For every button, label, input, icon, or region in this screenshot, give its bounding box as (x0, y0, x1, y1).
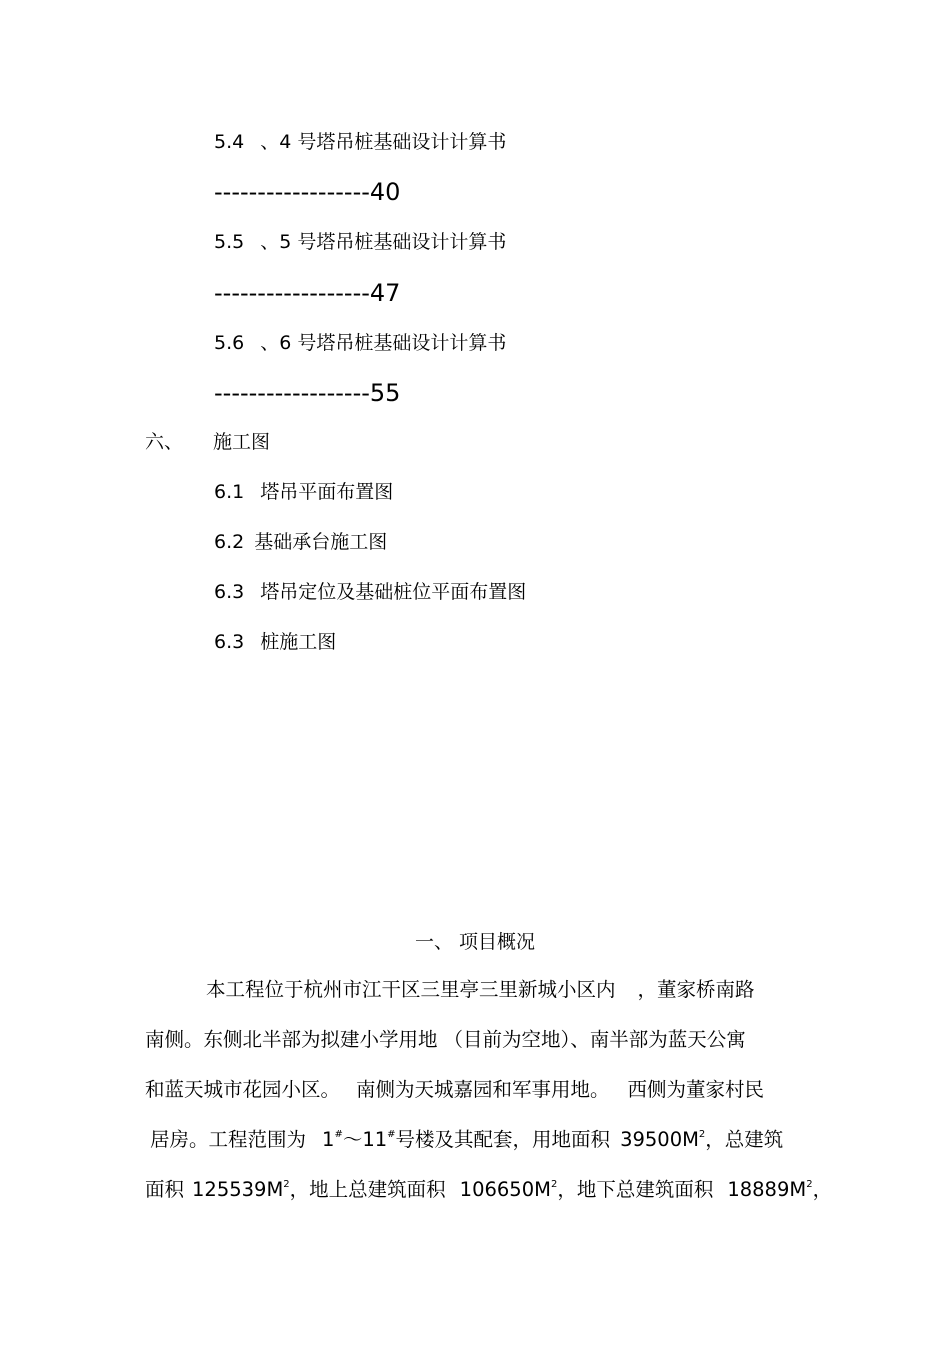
toc-page-number: 40 (369, 178, 401, 206)
toc-dashes: ------------------ (214, 379, 370, 407)
toc-dashes: ------------------ (214, 178, 370, 206)
paragraph-line-2 (145, 1028, 746, 1052)
text-run: 面积 (145, 1178, 185, 1201)
text-run: 西侧为董家村民 (627, 1078, 765, 1101)
toc-title: 塔吊平面布置图 (260, 481, 394, 503)
text-run: 南侧为天城嘉园和军事用地。 (356, 1078, 610, 1101)
toc-section-6 (145, 430, 270, 454)
toc-number: 5.4 (214, 131, 245, 153)
toc-number: 5.6 (214, 332, 245, 354)
toc-number: 6.3 (214, 631, 245, 653)
toc-number: 6.1 (214, 481, 245, 503)
toc-title: 塔吊定位及基础桩位平面布置图 (260, 581, 527, 603)
toc-entry-5-4 (214, 130, 506, 154)
toc-entry-5-5 (214, 230, 506, 254)
text-run: 南侧。东侧北半部为拟建小学用地 (145, 1028, 438, 1051)
text-run: 居房。工程范围为 (150, 1128, 307, 1151)
toc-entry-6-2 (214, 530, 387, 554)
toc-title: 、5 号塔吊桩基础设计计算书 (260, 231, 507, 253)
text-run: 本工程位于杭州市江干区三里亭三里新城小区内 (206, 978, 616, 1001)
section-title: 施工图 (213, 431, 271, 453)
superscript: # (334, 1129, 343, 1140)
section-number: 六、 (145, 431, 184, 453)
toc-title: 基础承台施工图 (254, 531, 388, 553)
paragraph-line-5 (145, 1178, 832, 1202)
text-run: ，总建筑 (705, 1128, 784, 1151)
toc-entry-6-3b (214, 630, 336, 654)
chapter-heading: 一、 项目概况 (414, 931, 536, 953)
text-run: 1 (322, 1128, 335, 1151)
text-run: ，地下总建筑面积 (557, 1178, 714, 1201)
toc-title: 、4 号塔吊桩基础设计计算书 (260, 131, 507, 153)
superscript: 2 (806, 1179, 813, 1190)
superscript: 2 (698, 1129, 706, 1140)
text-run: ，董家桥南路 (637, 978, 755, 1001)
toc-page-number: 47 (369, 279, 401, 307)
toc-page-number: 55 (369, 379, 401, 407)
paragraph-line-1 (206, 978, 755, 1002)
toc-title: 桩施工图 (260, 631, 337, 653)
text-run: 125539M (192, 1178, 284, 1201)
toc-number: 5.5 (214, 231, 245, 253)
text-run: 18889M (727, 1178, 807, 1201)
toc-dashes: ------------------ (214, 279, 370, 307)
paragraph-line-4 (150, 1128, 783, 1152)
superscript: # (387, 1129, 396, 1140)
toc-number: 6.2 (214, 531, 245, 553)
superscript: 2 (550, 1179, 558, 1190)
text-run: 号楼及其配套，用地面积 (395, 1128, 611, 1151)
text-run: ， (812, 1178, 833, 1201)
toc-entry-5-6 (214, 331, 506, 355)
toc-number: 6.3 (214, 581, 245, 603)
text-run: ～11 (342, 1128, 388, 1151)
toc-leader-5-5 (214, 279, 400, 307)
text-run: （目前为空地）、南半部为蓝天公寓 (443, 1028, 746, 1051)
superscript: 2 (283, 1179, 290, 1190)
text-run: 和蓝天城市花园小区。 (145, 1078, 341, 1101)
paragraph-line-3 (145, 1078, 764, 1102)
text-run: 106650M (459, 1178, 551, 1201)
toc-title: 、6 号塔吊桩基础设计计算书 (260, 332, 507, 354)
toc-entry-6-3 (214, 580, 526, 604)
toc-entry-6-1 (214, 480, 393, 504)
toc-leader-5-4 (214, 178, 400, 206)
text-run: ，地上总建筑面积 (289, 1178, 446, 1201)
text-run: 39500M (620, 1128, 699, 1151)
toc-leader-5-6 (214, 379, 400, 407)
